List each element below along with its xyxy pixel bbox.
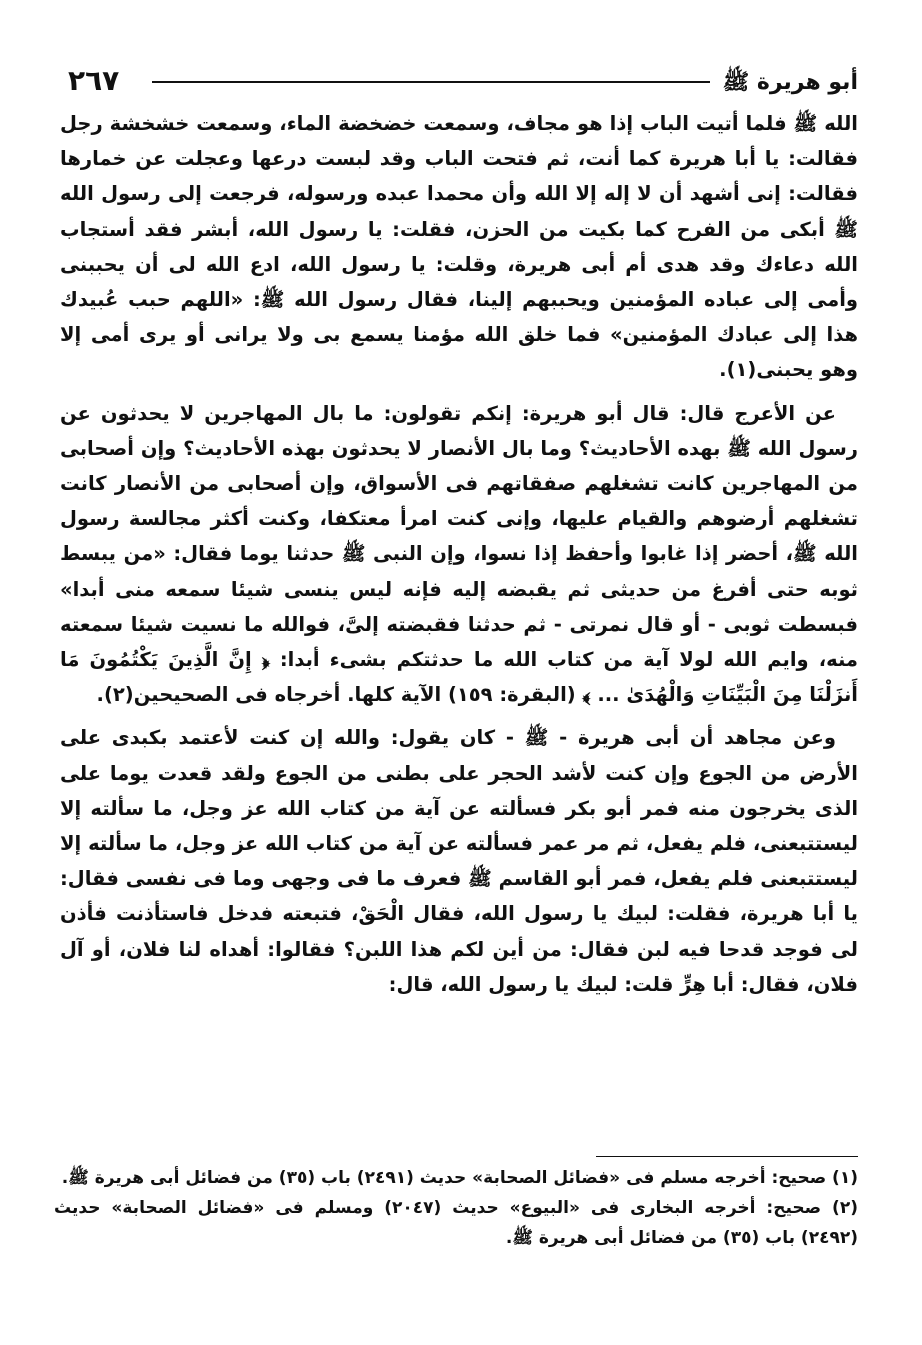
header-rule [152, 81, 710, 83]
footnote-rule [596, 1156, 858, 1157]
footnotes [54, 1156, 858, 1253]
running-title: أبو هريرة ﷺ [722, 70, 858, 95]
paragraph: وعن مجاهد أن أبى هريرة - ﷺ - كان يقول: والله إن كنت لأعتمد بكبدى على الأرض من الجوع وإن كنت لأشد الحجر على بطنى من الجوع ولقد قعدت يوما على الذى يخرجون منه فمر أبو بكر فسألته عن آية من كتاب الله عز وجل، ما سألته إلا ليستتبعنى، فلم يفعل، ثم مر عمر فسألته عن آية من كتاب الله عز وجل، ما سألته إلا ليستتبعنى فلم يفعل، فمر أبو القاسم ﷺ فعرف ما فى وجهى وما فى نفسى فقال: يا أبا هريرة، فقلت: لبيك يا رسول الله، فقال الْحَقْ، فتبعته فدخل فاستأذنت فأذن لى فوجد قدحا فيه لبن فقال: من أين لكم هذا اللبن؟ فقالوا: أهداه لنا فلان، أو آل فلان، فقال: أبا هِرٍّ قلت: لبيك يا رسول الله، قال: [60, 726, 858, 996]
paragraph: الله ﷺ فلما أتيت الباب إذا هو مجاف، وسمعت خضخضة الماء، وسمعت خشخشة رجل فقالت: يا أبا هريرة كما أنت، ثم فتحت الباب وقد لبست درعها وعجلت عن خمارها فقالت: إنى أشهد أن لا إله إلا الله وأن محمدا عبده ورسوله، فرجعت إلى رسول الله ﷺ أبكى من الفرح كما بكيت من الحزن، فقلت: يا رسول الله، أبشر فقد أستجاب الله دعاءك وقد هدى أم أبى هريرة، وقلت: يا رسول الله، ادع الله لى أن يحببنى وأمى إلى عباده المؤمنين ويحببهم إلينا، فقال رسول الله ﷺ: «اللهم حبب عُبيدك هذا إلى عبادك المؤمنين» فما خلق الله مؤمنا يسمع بى ولا يرانى أو يرى أمى إلا وهو يحبنى(١). [60, 112, 858, 382]
footnote: (٢) صحيح: أخرجه البخارى فى «البيوع» حديث (٢٠٤٧) ومسلم فى «فضائل الصحابة» حديث (٢٤٩٢) باب (٣٥) من فضائل أبى هريرة ﷺ. [54, 1198, 858, 1248]
footnote: (١) صحيح: أخرجه مسلم فى «فضائل الصحابة» حديث (٢٤٩١) باب (٣٥) من فضائل أبى هريرة ﷺ. [61, 1168, 858, 1188]
paragraph: عن الأعرج قال: قال أبو هريرة: إنكم تقولون: ما بال المهاجرين لا يحدثون عن رسول الله ﷺ بهده الأحاديث؟ وما بال الأنصار لا يحدثون بهذه الأحاديث؟ وإن أصحابى من المهاجرين كانت تشغلهم صفقاتهم فى الأسواق، وإن أصحابى من الأنصار كانت تشغلهم أرضوهم والقيام عليها، وإنى كنت امرأ معتكفا، وكنت أكثر مجالسة رسول الله ﷺ، أحضر إذا غابوا وأحفظ إذا نسوا، وإن النبى ﷺ حدثنا يوما فقال: «من يبسط ثوبه حتى أفرغ من حديثى ثم يقبضه إليه فإنه ليس ينسى شيئا سمعه منى أبدا» فبسطت ثوبى - أو قال نمرتى - ثم حدثنا فقبضته إلىَّ، فوالله ما نسيت شيئا سمعته منه، وايم الله لولا آية من كتاب الله ما حدثتكم بشىء أبدا: ﴿ إِنَّ الَّذِينَ يَكْتُمُونَ مَا أَنزَلْنَا مِنَ الْبَيِّنَاتِ وَالْهُدَىٰ ... ﴾ (البقرة: ١٥٩) الآية كلها. أخرجاه فى الصحيحين(٢). [60, 401, 858, 707]
page-number: ٢٦٧ [68, 64, 120, 97]
page-header [68, 64, 858, 100]
main-text [60, 106, 858, 1010]
